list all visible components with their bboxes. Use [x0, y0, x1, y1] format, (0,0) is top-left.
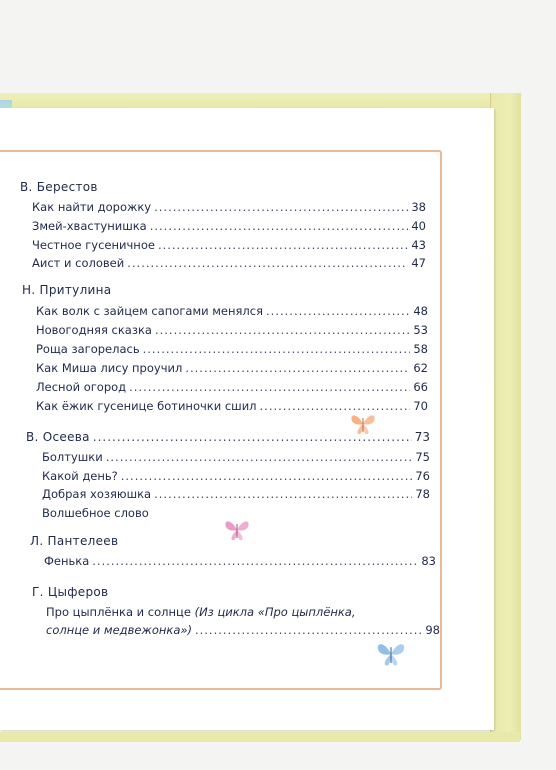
toc-entry[interactable]	[44, 554, 436, 568]
toc-entry[interactable]	[42, 487, 430, 501]
entry-title: Добрая хозяюшка	[42, 487, 152, 501]
entry-page: 73	[414, 430, 430, 444]
leader-dots	[195, 623, 422, 637]
entry-title: Роща загорелась	[36, 342, 140, 356]
book-cover-bottom-edge	[0, 732, 520, 742]
blue-butterfly-icon	[374, 638, 408, 670]
entry-title: Как найти дорожку	[32, 200, 152, 214]
leader-dots	[154, 487, 412, 501]
entry-page: 75	[415, 450, 430, 464]
entry-page: 78	[415, 487, 430, 501]
leader-dots	[260, 399, 411, 413]
entry-title: Змей-хвастунишка	[32, 219, 147, 233]
author-heading-with-page[interactable]	[26, 430, 430, 444]
entry-page: 98	[425, 623, 440, 637]
entry-page: 53	[413, 323, 428, 337]
leader-dots	[143, 342, 411, 356]
toc-entry[interactable]	[32, 200, 426, 214]
leader-dots	[92, 554, 418, 568]
pink-butterfly-icon	[222, 516, 252, 544]
author-heading: Л. Пантелеев	[30, 534, 119, 548]
leader-dots	[93, 430, 412, 444]
entry-title: Про цыплёнка и солнце	[46, 605, 195, 619]
toc-entry[interactable]	[32, 219, 426, 233]
leader-dots	[158, 238, 408, 252]
entry-page: 66	[413, 380, 428, 394]
entry-title: Какой день?	[42, 469, 118, 483]
entry-title: Как Миша лису проучил	[36, 361, 183, 375]
entry-title: Лесной огород	[36, 380, 127, 394]
entry-title: Как волк с зайцем сапогами менялся	[36, 304, 264, 318]
book-page	[0, 108, 494, 730]
entry-page: 40	[411, 219, 426, 233]
author-heading: В. Осеева	[26, 430, 90, 444]
author-heading: Г. Цыферов	[32, 585, 109, 599]
leader-dots	[266, 304, 410, 318]
leader-dots	[106, 450, 413, 464]
toc-entry[interactable]	[36, 323, 428, 337]
entry-page: 58	[413, 342, 428, 356]
leader-dots	[121, 469, 413, 483]
author-heading: Н. Притулина	[22, 283, 112, 297]
entry-title: Честное гусеничное	[32, 238, 155, 252]
entry-title: Аист и соловей	[32, 256, 125, 270]
toc-entry[interactable]	[36, 361, 428, 375]
toc-entry[interactable]	[36, 304, 428, 318]
entry-subtitle-cont: солнце и медвежонка»)	[46, 623, 192, 637]
leader-dots	[129, 380, 410, 394]
leader-dots	[154, 200, 408, 214]
entry-page: 70	[413, 399, 428, 413]
entry-page: 47	[411, 256, 426, 270]
toc-entry-title[interactable]: Волшебное слово	[42, 506, 149, 520]
leader-dots	[185, 361, 410, 375]
toc-entry[interactable]	[36, 380, 428, 394]
entry-subtitle: (Из цикла «Про цыплёнка,	[194, 605, 356, 619]
leader-dots	[150, 219, 409, 233]
entry-page: 83	[421, 554, 436, 568]
toc-entry[interactable]	[36, 342, 428, 356]
entry-title: Фенька	[44, 554, 90, 568]
entry-title: Болтушки	[42, 450, 103, 464]
entry-page: 48	[413, 304, 428, 318]
entry-title: Новогодняя сказка	[36, 323, 152, 337]
book-cover-right-edge	[490, 93, 521, 740]
leader-dots	[155, 323, 410, 337]
toc-entry[interactable]	[42, 469, 430, 483]
leader-dots	[127, 256, 408, 270]
toc-entry-title-line1[interactable]	[46, 605, 356, 619]
entry-page: 76	[415, 469, 430, 483]
toc-entry[interactable]	[32, 238, 426, 252]
entry-page: 38	[411, 200, 426, 214]
entry-title: Как ёжик гусенице ботиночки сшил	[36, 399, 257, 413]
toc-entry[interactable]	[32, 256, 426, 270]
entry-page: 43	[411, 238, 426, 252]
toc-entry[interactable]	[42, 450, 430, 464]
toc-entry[interactable]	[46, 623, 440, 637]
entry-page: 62	[413, 361, 428, 375]
author-heading: В. Берестов	[20, 180, 98, 194]
